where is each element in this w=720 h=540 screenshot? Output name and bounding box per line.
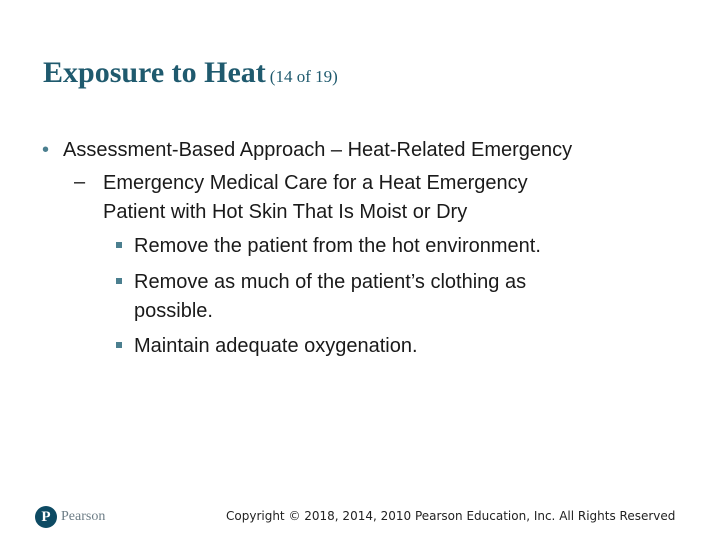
slide-title-suffix: (14 of 19) — [269, 67, 338, 86]
pearson-logo-text: Pearson — [61, 509, 106, 524]
bullet-level3-item-3: Maintain adequate oxygenation. — [134, 335, 418, 357]
bullet-level3-item-2-line-2: possible. — [134, 300, 213, 322]
bullet-level1-marker: • — [42, 139, 50, 161]
bullet-level3-marker — [116, 278, 122, 284]
bullet-level2-line-1: Emergency Medical Care for a Heat Emergency — [103, 172, 528, 194]
bullet-level2-marker: – — [74, 171, 86, 193]
bullet-level3-marker — [116, 242, 122, 248]
pearson-logo — [35, 506, 105, 528]
bullet-level3-item-2-line-1: Remove as much of the patient’s clothing as — [134, 271, 527, 293]
bullet-level3-item-1: Remove the patient from the hot environment. — [134, 235, 541, 257]
bullet-level2-line-2: Patient with Hot Skin That Is Moist or Dry — [103, 201, 468, 223]
copyright-notice: Copyright © 2018, 2014, 2010 Pearson Education, Inc. All Rights Reserved — [226, 509, 676, 523]
slide-title-text: Exposure to Heat — [43, 56, 266, 89]
slide-title — [43, 56, 338, 90]
bullet-level1-text: Assessment-Based Approach – Heat-Related Emergency — [63, 139, 573, 161]
pearson-logo-icon: P — [35, 506, 57, 528]
bullet-level3-marker — [116, 342, 122, 348]
